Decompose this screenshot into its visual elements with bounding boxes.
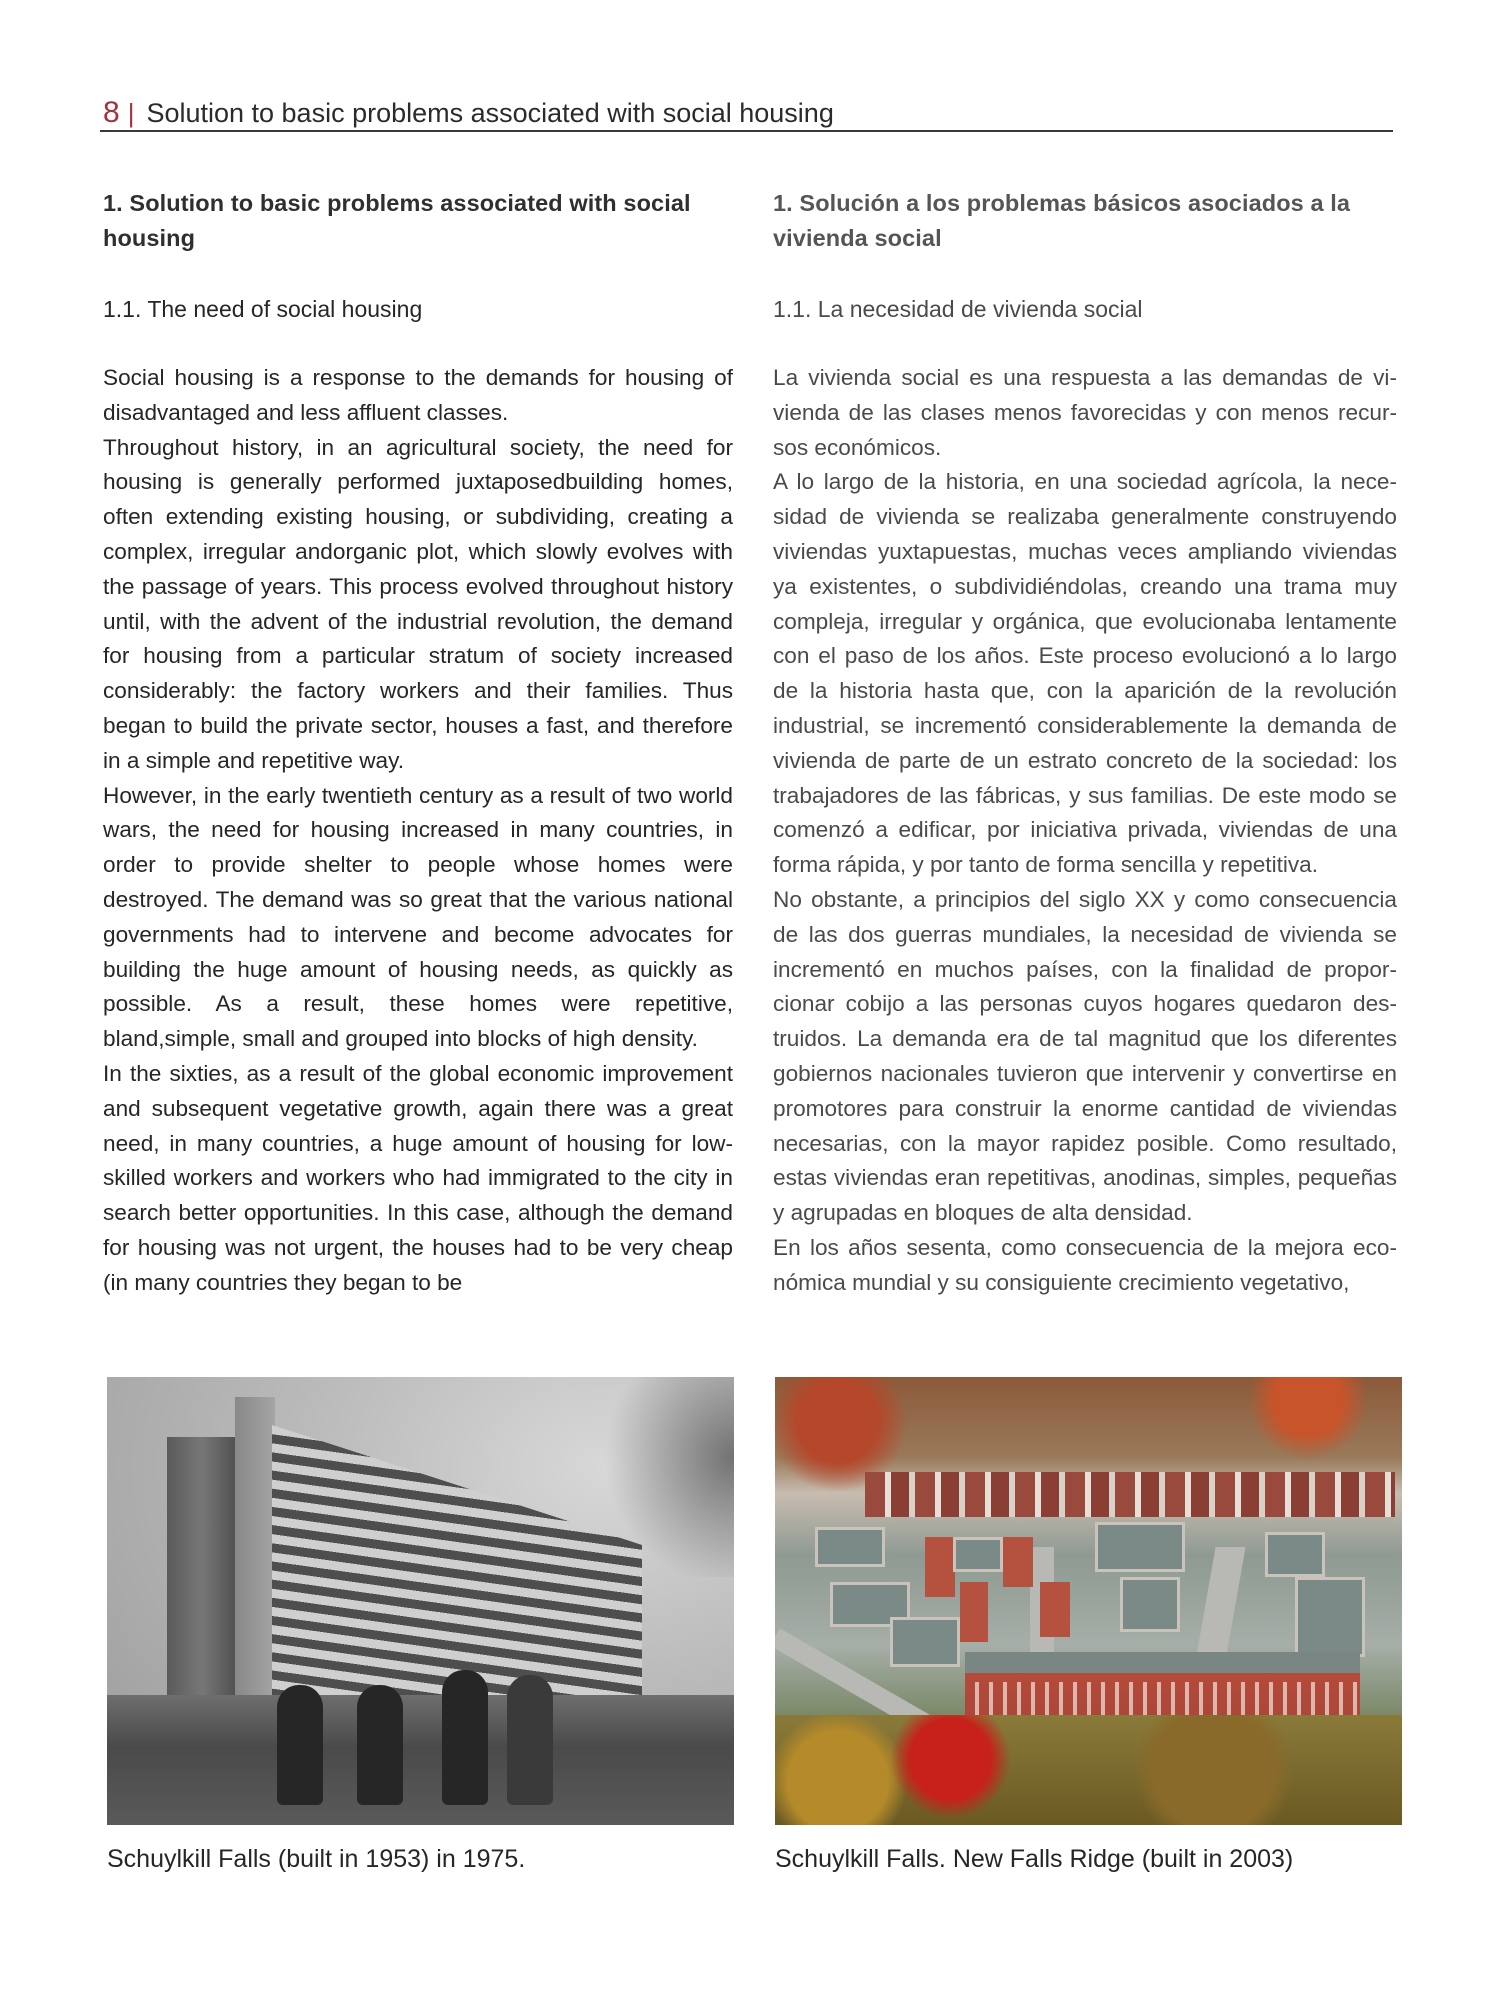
- figure-1953-tower: [107, 1377, 734, 1874]
- subsection-heading-es: 1.1. La necesidad de vivienda social: [773, 296, 1143, 322]
- ground: [107, 1695, 734, 1825]
- paragraph: La vivienda social es una respuesta a las demandas de vivienda de las clases menos favorecidas y con menos recursos económicos.: [773, 365, 1397, 460]
- brick-house: [925, 1537, 955, 1597]
- paragraph: En los años sesenta, como consecuencia de la mejora económica mundial y su consiguiente crecimiento vegetativo,: [773, 1234, 1397, 1295]
- page-number: 8: [103, 96, 120, 129]
- house: [1265, 1532, 1325, 1577]
- child-figure: [507, 1675, 553, 1805]
- house: [1295, 1577, 1365, 1657]
- tower-stair-core: [167, 1437, 237, 1737]
- brick-house: [1003, 1537, 1033, 1587]
- spanish-column: [773, 186, 1397, 1301]
- running-header: [103, 96, 1393, 132]
- house: [815, 1527, 885, 1567]
- child-figure: [357, 1685, 403, 1805]
- header-rule: [100, 130, 1393, 132]
- figure-2003-new-falls-ridge: [775, 1377, 1402, 1874]
- body-text-es: [773, 361, 1397, 1301]
- subsection-heading-en: 1.1. The need of social housing: [103, 296, 423, 322]
- figure-caption: Schuylkill Falls (built in 1953) in 1975.: [107, 1845, 526, 1873]
- house: [1120, 1577, 1180, 1632]
- header-separator: |: [127, 98, 135, 128]
- row-houses: [865, 1472, 1395, 1517]
- child-figure: [442, 1670, 488, 1805]
- aerial-photo: [775, 1377, 1402, 1825]
- paragraph: However, in the early twentieth century as a result of two world wars, the need for housing increased in many countries, in order to provide shelter to people whose homes were destroyed. The demand was so great that the various national governments had to intervene and become advocates for building the huge amount of housing needs, as quickly as possible. As a result, these homes were repetitive, bland,simple, small and grouped into blocks of high density.: [103, 782, 733, 1052]
- tower-end-wall: [235, 1397, 275, 1737]
- brick-house: [960, 1582, 988, 1642]
- house: [953, 1537, 1003, 1572]
- autumn-trees: [775, 1715, 1402, 1825]
- bare-tree: [594, 1377, 734, 1577]
- house: [1095, 1522, 1185, 1572]
- paragraph: In the sixties, as a result of the global economic improvement and subsequent vegetative growth, again there was a great need, in many countries, a huge amount of housing for low-skilled workers and workers who had immigrated to the city in search better opportunities. In this case, although the demand for housing was not urgent, the houses had to be very cheap (in many countries they began to be: [103, 1060, 733, 1295]
- paragraph: Social housing is a response to the demands for housing of disadvantaged and less affluent classes.: [103, 365, 733, 425]
- tower-photo: [107, 1377, 734, 1825]
- running-title: Solution to basic problems associated with social housing: [146, 98, 834, 128]
- child-figure: [277, 1685, 323, 1805]
- road: [1194, 1547, 1245, 1667]
- house: [890, 1617, 960, 1667]
- brick-house: [1040, 1582, 1070, 1637]
- paragraph: No obstante, a principios del siglo XX y como consecuencia de las dos guerras mundiales, la necesidad de vivienda se incrementó en muchos países, con la finalidad de proporcionar cobijo a las personas cuyos hogares quedaron destruidos. La demanda era de tal magnitud que los diferentes gobiernos nacionales tuvieron que intervenir y convertirse en promotores para construir la enorme cantidad de viviendas necesarias, con la mayor rapidez posible. Como resultado, estas viviendas eran repetitivas, anodinas, simples, pequeñas y agrupadas en bloques de alta densidad.: [773, 886, 1397, 1226]
- section-heading-es: 1. Solución a los problemas básicos asociados a la vivienda social: [773, 190, 1351, 251]
- figure-caption: Schuylkill Falls. New Falls Ridge (built in 2003): [775, 1845, 1294, 1873]
- section-heading-en: 1. Solution to basic problems associated with social housing: [103, 190, 691, 251]
- english-column: [103, 186, 733, 1301]
- paragraph: A lo largo de la historia, en una sociedad agrícola, la necesidad de vivienda se realizaba generalmente construyendo viviendas yuxtapuestas, muchas veces ampliando viviendas ya existentes, o subdividiéndolas, creando una trama muy compleja, irregular y orgánica, que evolucionaba lentamente con el paso de los años. Este proceso evolucionó a lo largo de la historia hasta que, con la aparición de la revolución industrial, se incrementó considerablemente la demanda de vivienda de parte de un estrato concreto de la sociedad: los trabajadores de las fábricas, y sus familias. De este modo se comenzó a edificar, por iniciativa privada, viviendas de una forma rápida, y por tanto de forma sencilla y repetitiva.: [773, 469, 1397, 878]
- body-text-en: [103, 361, 733, 1301]
- paragraph: Throughout history, in an agricultural society, the need for housing is generally performed juxtaposedbuilding homes, often extending existing housing, or subdividing, creating a complex, irregular andorganic plot, which slowly evolves with the passage of years. This process evolved throughout history until, with the advent of the industrial revolution, the demand for housing from a particular stratum of society increased considerably: the factory workers and their families. Thus began to build the private sector, houses a fast, and therefore in a simple and repetitive way.: [103, 434, 733, 773]
